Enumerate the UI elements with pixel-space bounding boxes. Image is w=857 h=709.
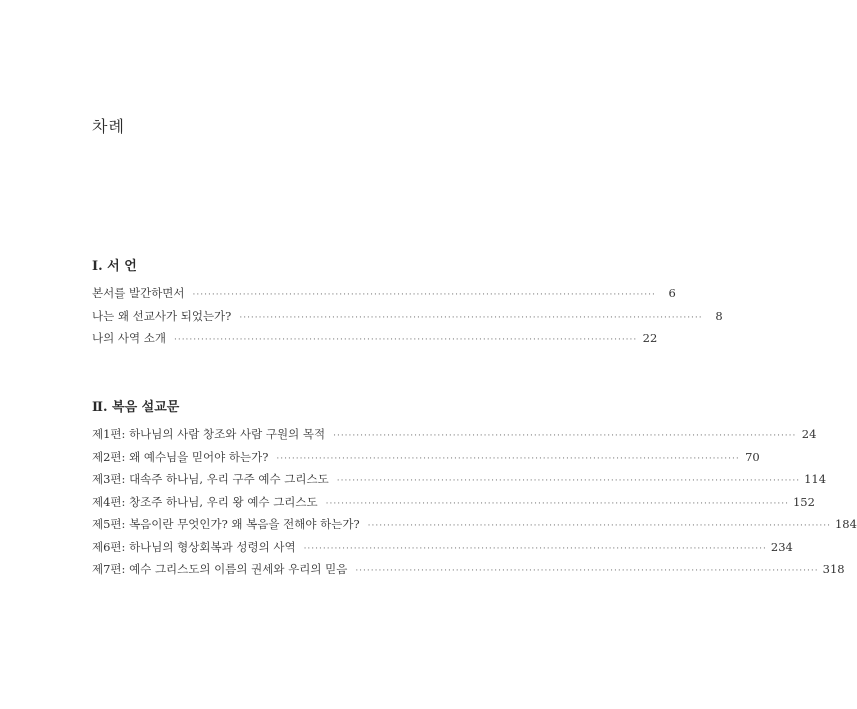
dot-leader: ························································································································ xyxy=(239,312,703,323)
toc-entry[interactable] xyxy=(92,558,845,581)
dot-leader: ························································································································ xyxy=(276,453,740,464)
toc-entry[interactable] xyxy=(92,446,760,469)
toc-entry-page: 114 xyxy=(804,472,827,486)
toc-entry-page: 22 xyxy=(642,331,658,345)
toc-entry[interactable] xyxy=(92,513,857,536)
dot-leader: ························································································································ xyxy=(355,566,819,576)
toc-entry-page: 152 xyxy=(792,494,815,509)
page-title: 차례 xyxy=(92,117,125,136)
toc-entry-title: 제2편: 왜 예수님을 믿어야 하는가? xyxy=(92,449,269,464)
toc-entry-title: 제3편: 대속주 하나님, 우리 구주 예수 그리스도 xyxy=(92,472,329,486)
dot-leader: ························································································································ xyxy=(333,431,797,441)
toc-entry-page: 70 xyxy=(745,449,760,464)
toc-entry-page: 234 xyxy=(770,539,793,554)
toc-entry-title: 제6편: 하나님의 형상회복과 성령의 사역 xyxy=(92,539,296,554)
toc-entry-page: 24 xyxy=(801,427,817,441)
toc-entry-title: 제5편: 복음이란 무엇인가? 왜 복음을 전해야 하는가? xyxy=(92,517,360,531)
dot-leader: ························································································································ xyxy=(367,521,831,531)
toc-entry[interactable] xyxy=(92,327,658,350)
dot-leader: ························································································································ xyxy=(192,290,656,300)
toc-entry-page: 184 xyxy=(834,517,857,531)
toc-entry-title: 나의 사역 소개 xyxy=(92,331,166,345)
toc-entry-title: 제4편: 창조주 하나님, 우리 왕 예수 그리스도 xyxy=(92,494,318,509)
section-heading: Ⅰ. 서 언 xyxy=(92,259,137,274)
toc-entry[interactable] xyxy=(92,423,817,446)
toc-entry-title: 본서를 발간하면서 xyxy=(92,286,185,300)
dot-leader: ························································································································ xyxy=(325,498,789,509)
toc-entry-page: 6 xyxy=(668,286,676,300)
toc-section-introduction xyxy=(92,256,723,350)
toc-entry-page: 318 xyxy=(822,562,845,576)
dot-leader: ························································································································ xyxy=(336,476,801,486)
toc-entry[interactable] xyxy=(92,282,676,305)
section-heading: Ⅱ. 복음 설교문 xyxy=(92,400,180,415)
toc-entry[interactable] xyxy=(92,468,827,491)
toc-entry-title: 제7편: 예수 그리스도의 이름의 권세와 우리의 믿음 xyxy=(92,562,348,576)
toc-entry-title: 나는 왜 선교사가 되었는가? xyxy=(92,308,232,323)
dot-leader: ························································································································ xyxy=(303,543,767,554)
toc-entry[interactable] xyxy=(92,305,723,328)
toc-entry[interactable] xyxy=(92,491,815,514)
toc-entry-page: 8 xyxy=(715,308,723,323)
toc-entry-title: 제1편: 하나님의 사람 창조와 사람 구원의 목적 xyxy=(92,427,326,441)
toc-section-sermons xyxy=(92,397,857,581)
toc-entry[interactable] xyxy=(92,536,793,559)
dot-leader: ························································································································ xyxy=(173,335,638,345)
